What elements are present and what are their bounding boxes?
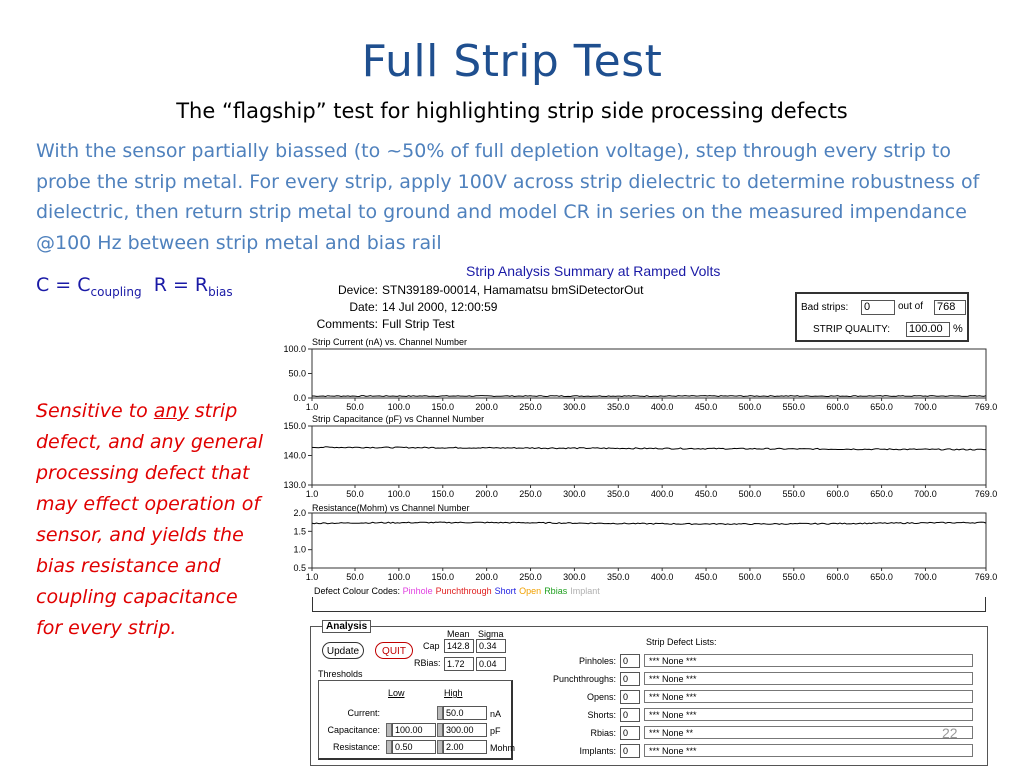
page-number: 22 xyxy=(942,725,958,741)
x-tick-label: 500.0 xyxy=(738,402,762,412)
x-tick-label: 1.0 xyxy=(305,489,319,499)
y-tick-label: 0.5 xyxy=(293,563,306,573)
high-threshold-field[interactable]: 2.00 xyxy=(443,740,487,754)
x-tick-label: 1.0 xyxy=(305,572,319,582)
x-tick-label: 350.0 xyxy=(607,402,630,412)
x-tick-label: 100.0 xyxy=(387,572,411,582)
y-tick-label: 100.0 xyxy=(283,344,306,354)
date-label: Date: xyxy=(349,300,378,314)
defect-count-field: 0 xyxy=(620,726,640,740)
x-tick-label: 600.0 xyxy=(826,402,849,412)
x-tick-label: 600.0 xyxy=(826,489,849,499)
defect-count-field: 0 xyxy=(620,690,640,704)
x-tick-label: 300.0 xyxy=(563,489,586,499)
defect-list-label: Shorts: xyxy=(587,710,616,720)
x-tick-label: 650.0 xyxy=(870,572,893,582)
x-tick-label: 200.0 xyxy=(475,489,498,499)
bad-strips-label: Bad strips: xyxy=(801,302,849,313)
x-tick-label: 150.0 xyxy=(431,402,455,412)
slide-title: Full Strip Test xyxy=(361,36,663,87)
mean-header: Mean xyxy=(447,629,470,639)
low-threshold-field[interactable]: 100.00 xyxy=(392,723,436,737)
threshold-unit: nA xyxy=(490,709,502,719)
chart-frame xyxy=(312,513,986,568)
defect-code-implant: Implant xyxy=(570,586,600,596)
defect-codes-legend xyxy=(314,586,603,596)
threshold-label: Current: xyxy=(347,708,380,718)
x-tick-label: 350.0 xyxy=(607,572,630,582)
defect-lists-title: Strip Defect Lists: xyxy=(646,637,717,647)
x-tick-label: 700.0 xyxy=(914,489,937,499)
threshold-label: Resistance: xyxy=(332,742,380,752)
analysis-label: Analysis xyxy=(322,620,371,633)
x-tick-label: 450.0 xyxy=(694,572,718,582)
bad-strips-field: 0 xyxy=(861,300,895,315)
cap-label: Cap xyxy=(423,641,440,651)
x-tick-label: 50.0 xyxy=(346,489,364,499)
defect-count-field: 0 xyxy=(620,744,640,758)
y-tick-label: 2.0 xyxy=(293,508,306,518)
note-pre: Sensitive to xyxy=(36,400,154,422)
formula xyxy=(36,274,233,299)
x-tick-label: 769.0 xyxy=(974,402,998,412)
x-tick-label: 200.0 xyxy=(475,572,498,582)
intro-paragraph: With the sensor partially biassed (to ~50% of full depletion voltage), step through every strip to probe the strip metal. For every strip, apply 100V across strip dielectric to determine robustness of dielectric, then return strip metal to ground and model CR in series on the measured impendance @100 Hz between strip metal and bias rail xyxy=(36,140,980,254)
defect-list-label: Punchthroughs: xyxy=(552,674,616,684)
y-tick-label: 1.0 xyxy=(293,544,306,555)
note-post: strip defect, and any general processing defect that may effect operation of sensor, and yields the bias resistance and coupling capacitance for every strip. xyxy=(36,400,264,639)
x-tick-label: 769.0 xyxy=(974,572,998,582)
threshold-unit: Mohm xyxy=(490,743,516,753)
formula-c-sub: coupling xyxy=(90,284,142,299)
x-tick-label: 1.0 xyxy=(305,402,319,412)
x-tick-label: 350.0 xyxy=(607,489,630,499)
x-tick-label: 700.0 xyxy=(914,402,937,412)
defect-count-field: 0 xyxy=(620,654,640,668)
chart-frame xyxy=(312,349,986,398)
formula-r-sub: bias xyxy=(208,284,233,299)
low-threshold-field[interactable]: 0.50 xyxy=(392,740,436,754)
strip-quality-panel xyxy=(795,292,969,342)
rbias-mean-field: 1.72 xyxy=(444,657,474,671)
defect-list-box[interactable]: *** None *** xyxy=(644,654,973,667)
x-tick-label: 400.0 xyxy=(650,489,674,499)
defect-code-open: Open xyxy=(519,586,542,596)
defect-code-pinhole: Pinhole xyxy=(402,586,433,596)
comments-label: Comments: xyxy=(316,317,378,331)
chart-title: Strip Current (nA) vs. Channel Number xyxy=(312,337,468,347)
x-tick-label: 300.0 xyxy=(563,402,586,412)
defect-codes-list xyxy=(403,586,603,596)
x-tick-label: 250.0 xyxy=(519,489,542,499)
x-tick-label: 450.0 xyxy=(694,489,718,499)
rbias-sigma-field: 0.04 xyxy=(476,657,506,671)
defect-list-box[interactable]: *** None *** xyxy=(644,690,973,703)
x-tick-label: 50.0 xyxy=(346,402,364,412)
x-tick-label: 550.0 xyxy=(782,402,806,412)
x-tick-label: 769.0 xyxy=(974,489,998,499)
sigma-header: Sigma xyxy=(478,629,504,639)
defect-code-punchthrough: Punchthrough xyxy=(435,586,492,596)
x-tick-label: 550.0 xyxy=(782,572,806,582)
x-tick-label: 450.0 xyxy=(694,402,718,412)
chart-title: Strip Capacitance (pF) vs Channel Number xyxy=(312,414,485,424)
y-tick-label: 130.0 xyxy=(283,480,306,490)
x-tick-label: 250.0 xyxy=(519,402,542,412)
x-tick-label: 550.0 xyxy=(782,489,806,499)
defect-list-label: Opens: xyxy=(586,692,616,702)
y-tick-label: 150.0 xyxy=(283,421,306,431)
defect-codes-label: Defect Colour Codes: xyxy=(314,586,401,596)
defect-count-field: 0 xyxy=(620,672,640,686)
slide-subtitle: The “flagship” test for highlighting strip side processing defects xyxy=(176,99,848,123)
y-tick-label: 140.0 xyxy=(283,450,306,461)
y-tick-label: 50.0 xyxy=(288,368,306,379)
x-tick-label: 100.0 xyxy=(387,402,411,412)
update-button[interactable]: Update xyxy=(322,642,364,659)
note-underlined: any xyxy=(153,400,189,422)
device-label: Device: xyxy=(337,283,378,297)
low-header: Low xyxy=(388,688,405,698)
defect-list-label: Rbias: xyxy=(590,728,616,738)
sensitivity-note xyxy=(36,396,266,644)
thresholds-label: Thresholds xyxy=(318,669,363,679)
defect-list-box[interactable]: *** None *** xyxy=(644,708,973,721)
chart-title: Resistance(Mohm) vs Channel Number xyxy=(312,503,470,513)
x-tick-label: 200.0 xyxy=(475,402,498,412)
x-tick-label: 100.0 xyxy=(387,489,411,499)
strip-charts xyxy=(270,336,1000,616)
threshold-label: Capacitance: xyxy=(327,725,380,735)
quality-label: STRIP QUALITY: xyxy=(813,324,891,335)
high-header: High xyxy=(444,688,463,698)
defect-list-box[interactable]: *** None ** xyxy=(644,726,973,739)
y-tick-label: 0.0 xyxy=(293,393,306,403)
x-tick-label: 600.0 xyxy=(826,572,849,582)
quality-field: 100.00 xyxy=(906,322,950,337)
x-tick-label: 300.0 xyxy=(563,572,586,582)
defect-strip-bar xyxy=(312,597,986,612)
date-value: 14 Jul 2000, 12:00:59 xyxy=(382,300,498,314)
y-tick-label: 1.5 xyxy=(293,526,306,537)
x-tick-label: 150.0 xyxy=(431,489,455,499)
rbias-label: RBias: xyxy=(414,658,441,668)
defect-list-box[interactable]: *** None *** xyxy=(644,672,973,685)
defect-list-label: Pinholes: xyxy=(578,656,616,666)
defect-list-label: Implants: xyxy=(579,746,616,756)
x-tick-label: 400.0 xyxy=(650,402,674,412)
x-tick-label: 500.0 xyxy=(738,489,762,499)
quality-unit: % xyxy=(953,323,963,335)
x-tick-label: 650.0 xyxy=(870,402,893,412)
high-threshold-field[interactable]: 300.00 xyxy=(443,723,487,737)
threshold-unit: pF xyxy=(490,726,501,736)
defect-list-box[interactable]: *** None *** xyxy=(644,744,973,757)
chart-frame xyxy=(312,426,986,485)
formula-r: R = R xyxy=(153,274,209,296)
x-tick-label: 150.0 xyxy=(431,572,455,582)
formula-c: C = C xyxy=(36,274,91,296)
x-tick-label: 50.0 xyxy=(346,572,364,582)
x-tick-label: 700.0 xyxy=(914,572,937,582)
x-tick-label: 500.0 xyxy=(738,572,762,582)
app-title: Strip Analysis Summary at Ramped Volts xyxy=(466,263,721,279)
defect-count-field: 0 xyxy=(620,708,640,722)
defect-code-short: Short xyxy=(494,586,517,596)
defect-code-rbias: Rbias xyxy=(544,586,568,596)
x-tick-label: 400.0 xyxy=(650,572,674,582)
x-tick-label: 250.0 xyxy=(519,572,542,582)
x-tick-label: 650.0 xyxy=(870,489,893,499)
comments-value: Full Strip Test xyxy=(382,317,455,331)
high-threshold-field[interactable]: 50.0 xyxy=(443,706,487,720)
cap-mean-field: 142.8 xyxy=(444,639,474,653)
quit-button[interactable]: QUIT xyxy=(375,642,413,659)
total-strips-field: 768 xyxy=(934,300,966,315)
out-of-label: out of xyxy=(898,301,924,312)
device-value: STN39189-00014, Hamamatsu bmSiDetectorOut xyxy=(382,283,644,297)
cap-sigma-field: 0.34 xyxy=(476,639,506,653)
